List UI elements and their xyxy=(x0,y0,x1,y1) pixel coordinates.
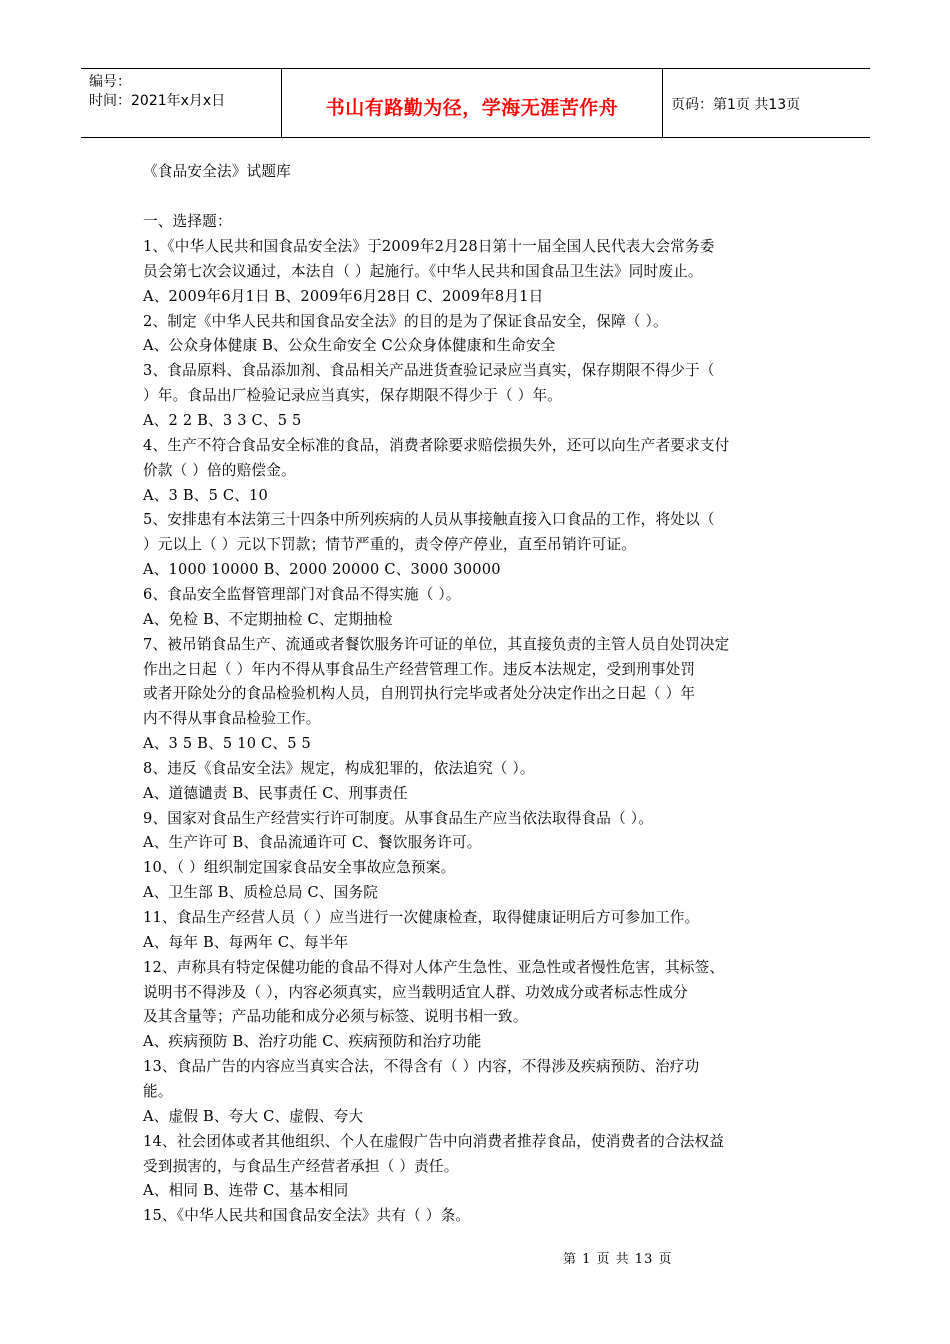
header-motto-cell xyxy=(282,69,663,137)
document-line: 或者开除处分的食品检验机构人员，自刑罚执行完毕或者处分决定作出之日起（ ）年 xyxy=(143,685,696,703)
document-line: 及其含量等；产品功能和成分必须与标签、说明书相一致。 xyxy=(143,1008,528,1026)
document-line: A、卫生部 B、质检总局 C、国务院 xyxy=(143,884,379,902)
document-title: 《食品安全法》试题库 xyxy=(143,163,291,180)
document-line: 5、安排患有本法第三十四条中所列疾病的人员从事接触直接入口食品的工作，将处以（ xyxy=(143,511,715,529)
document-line: A、虚假 B、夸大 C、虚假、夸大 xyxy=(143,1107,364,1125)
document-line: A、2009年6月1日 B、2009年6月28日 C、2009年8月1日 xyxy=(143,287,544,305)
document-line: 15、《中华人民共和国食品安全法》共有（ ）条。 xyxy=(143,1207,471,1225)
document-line: 12、声称具有特定保健功能的食品不得对人体产生急性、亚急性或者慢性危害，其标签、 xyxy=(143,958,725,976)
document-line: 作出之日起（ ）年内不得从事食品生产经营管理工作。违反本法规定，受到刑事处罚 xyxy=(143,660,696,678)
document-line: 7、被吊销食品生产、流通或者餐饮服务许可证的单位，其直接负责的主管人员自处罚决定 xyxy=(143,635,730,653)
document-line: A、疾病预防 B、治疗功能 C、疾病预防和治疗功能 xyxy=(143,1033,482,1051)
document-line: 价款（ ）倍的赔偿金。 xyxy=(143,461,296,479)
header-page-cell xyxy=(663,69,870,137)
document-line: ）元以上（ ）元以下罚款；情节严重的，责令停产停业，直至吊销许可证。 xyxy=(143,536,637,554)
serial-label: 编号： xyxy=(89,74,131,90)
document-line: 8、违反《食品安全法》规定，构成犯罪的，依法追究（ ）。 xyxy=(143,759,535,777)
date-label: 时间：2021年x月x日 xyxy=(89,93,226,109)
document-line: 13、食品广告的内容应当真实合法，不得含有（ ）内容，不得涉及疾病预防、治疗功 xyxy=(143,1058,700,1076)
document-line: 10、（ ）组织制定国家食品安全事故应急预案。 xyxy=(143,859,456,877)
page-info: 页码：第1页 共13页 xyxy=(671,97,801,113)
document-line: 14、社会团体或者其他组织、个人在虚假广告中向消费者推荐食品，使消费者的合法权益 xyxy=(143,1132,725,1150)
motto-text: 书山有路勤为径，学海无涯苦作舟 xyxy=(325,97,619,119)
document-line: A、每年 B、每两年 C、每半年 xyxy=(143,933,349,951)
document-line: A、2 2 B、3 3 C、5 5 xyxy=(143,412,302,429)
document-line: ）年。食品出厂检验记录应当真实，保存期限不得少于（ ）年。 xyxy=(143,387,563,405)
document-line: 内不得从事食品检验工作。 xyxy=(143,710,321,728)
document-line: A、公众身体健康 B、公众生命安全 C公众身体健康和生命安全 xyxy=(143,337,556,355)
document-line: A、生产许可 B、食品流通许可 C、餐饮服务许可。 xyxy=(143,834,482,852)
document-line: 员会第七次会议通过，本法自（ ）起施行。《中华人民共和国食品卫生法》同时废止。 xyxy=(143,262,703,280)
document-line: 说明书不得涉及（ ），内容必须真实，应当载明适宜人群、功效成分或者标志性成分 xyxy=(143,983,688,1001)
document-line: 2、制定《中华人民共和国食品安全法》的目的是为了保证食品安全，保障（ ）。 xyxy=(143,312,668,330)
document-line: 6、食品安全监督管理部门对食品不得实施（ ）。 xyxy=(143,585,461,603)
document-line: A、3 B、5 C、10 xyxy=(143,486,269,504)
page-header xyxy=(81,68,870,138)
page-footer: 第 1 页 共 13 页 xyxy=(563,1252,673,1267)
document-line: 9、国家对食品生产经营实行许可制度。从事食品生产应当依法取得食品（ ）。 xyxy=(143,809,654,827)
document-line: A、3 5 B、5 10 C、5 5 xyxy=(143,735,312,752)
document-line: A、1000 10000 B、2000 20000 C、3000 30000 xyxy=(143,561,501,579)
document-line: 能。 xyxy=(143,1082,173,1100)
document-line: A、相同 B、连带 C、基本相同 xyxy=(143,1182,349,1200)
document-line: 4、生产不符合食品安全标准的食品，消费者除要求赔偿损失外，还可以向生产者要求支付 xyxy=(143,436,730,454)
document-line: A、免检 B、不定期抽检 C、定期抽检 xyxy=(143,610,393,628)
header-meta-cell xyxy=(81,69,282,137)
document-line: A、道德谴责 B、民事责任 C、刑事责任 xyxy=(143,784,408,802)
document-line: 3、食品原料、食品添加剂、食品相关产品进货查验记录应当真实，保存期限不得少于（ xyxy=(143,362,715,380)
document-line: 1、《中华人民共和国食品安全法》于2009年2月28日第十一届全国人民代表大会常务委 xyxy=(143,238,715,255)
document-line: 受到损害的，与食品生产经营者承担（ ）责任。 xyxy=(143,1157,459,1175)
document-line: 11、食品生产经营人员（ ）应当进行一次健康检查，取得健康证明后方可参加工作。 xyxy=(143,909,700,926)
section-heading: 一、选择题： xyxy=(143,213,232,230)
